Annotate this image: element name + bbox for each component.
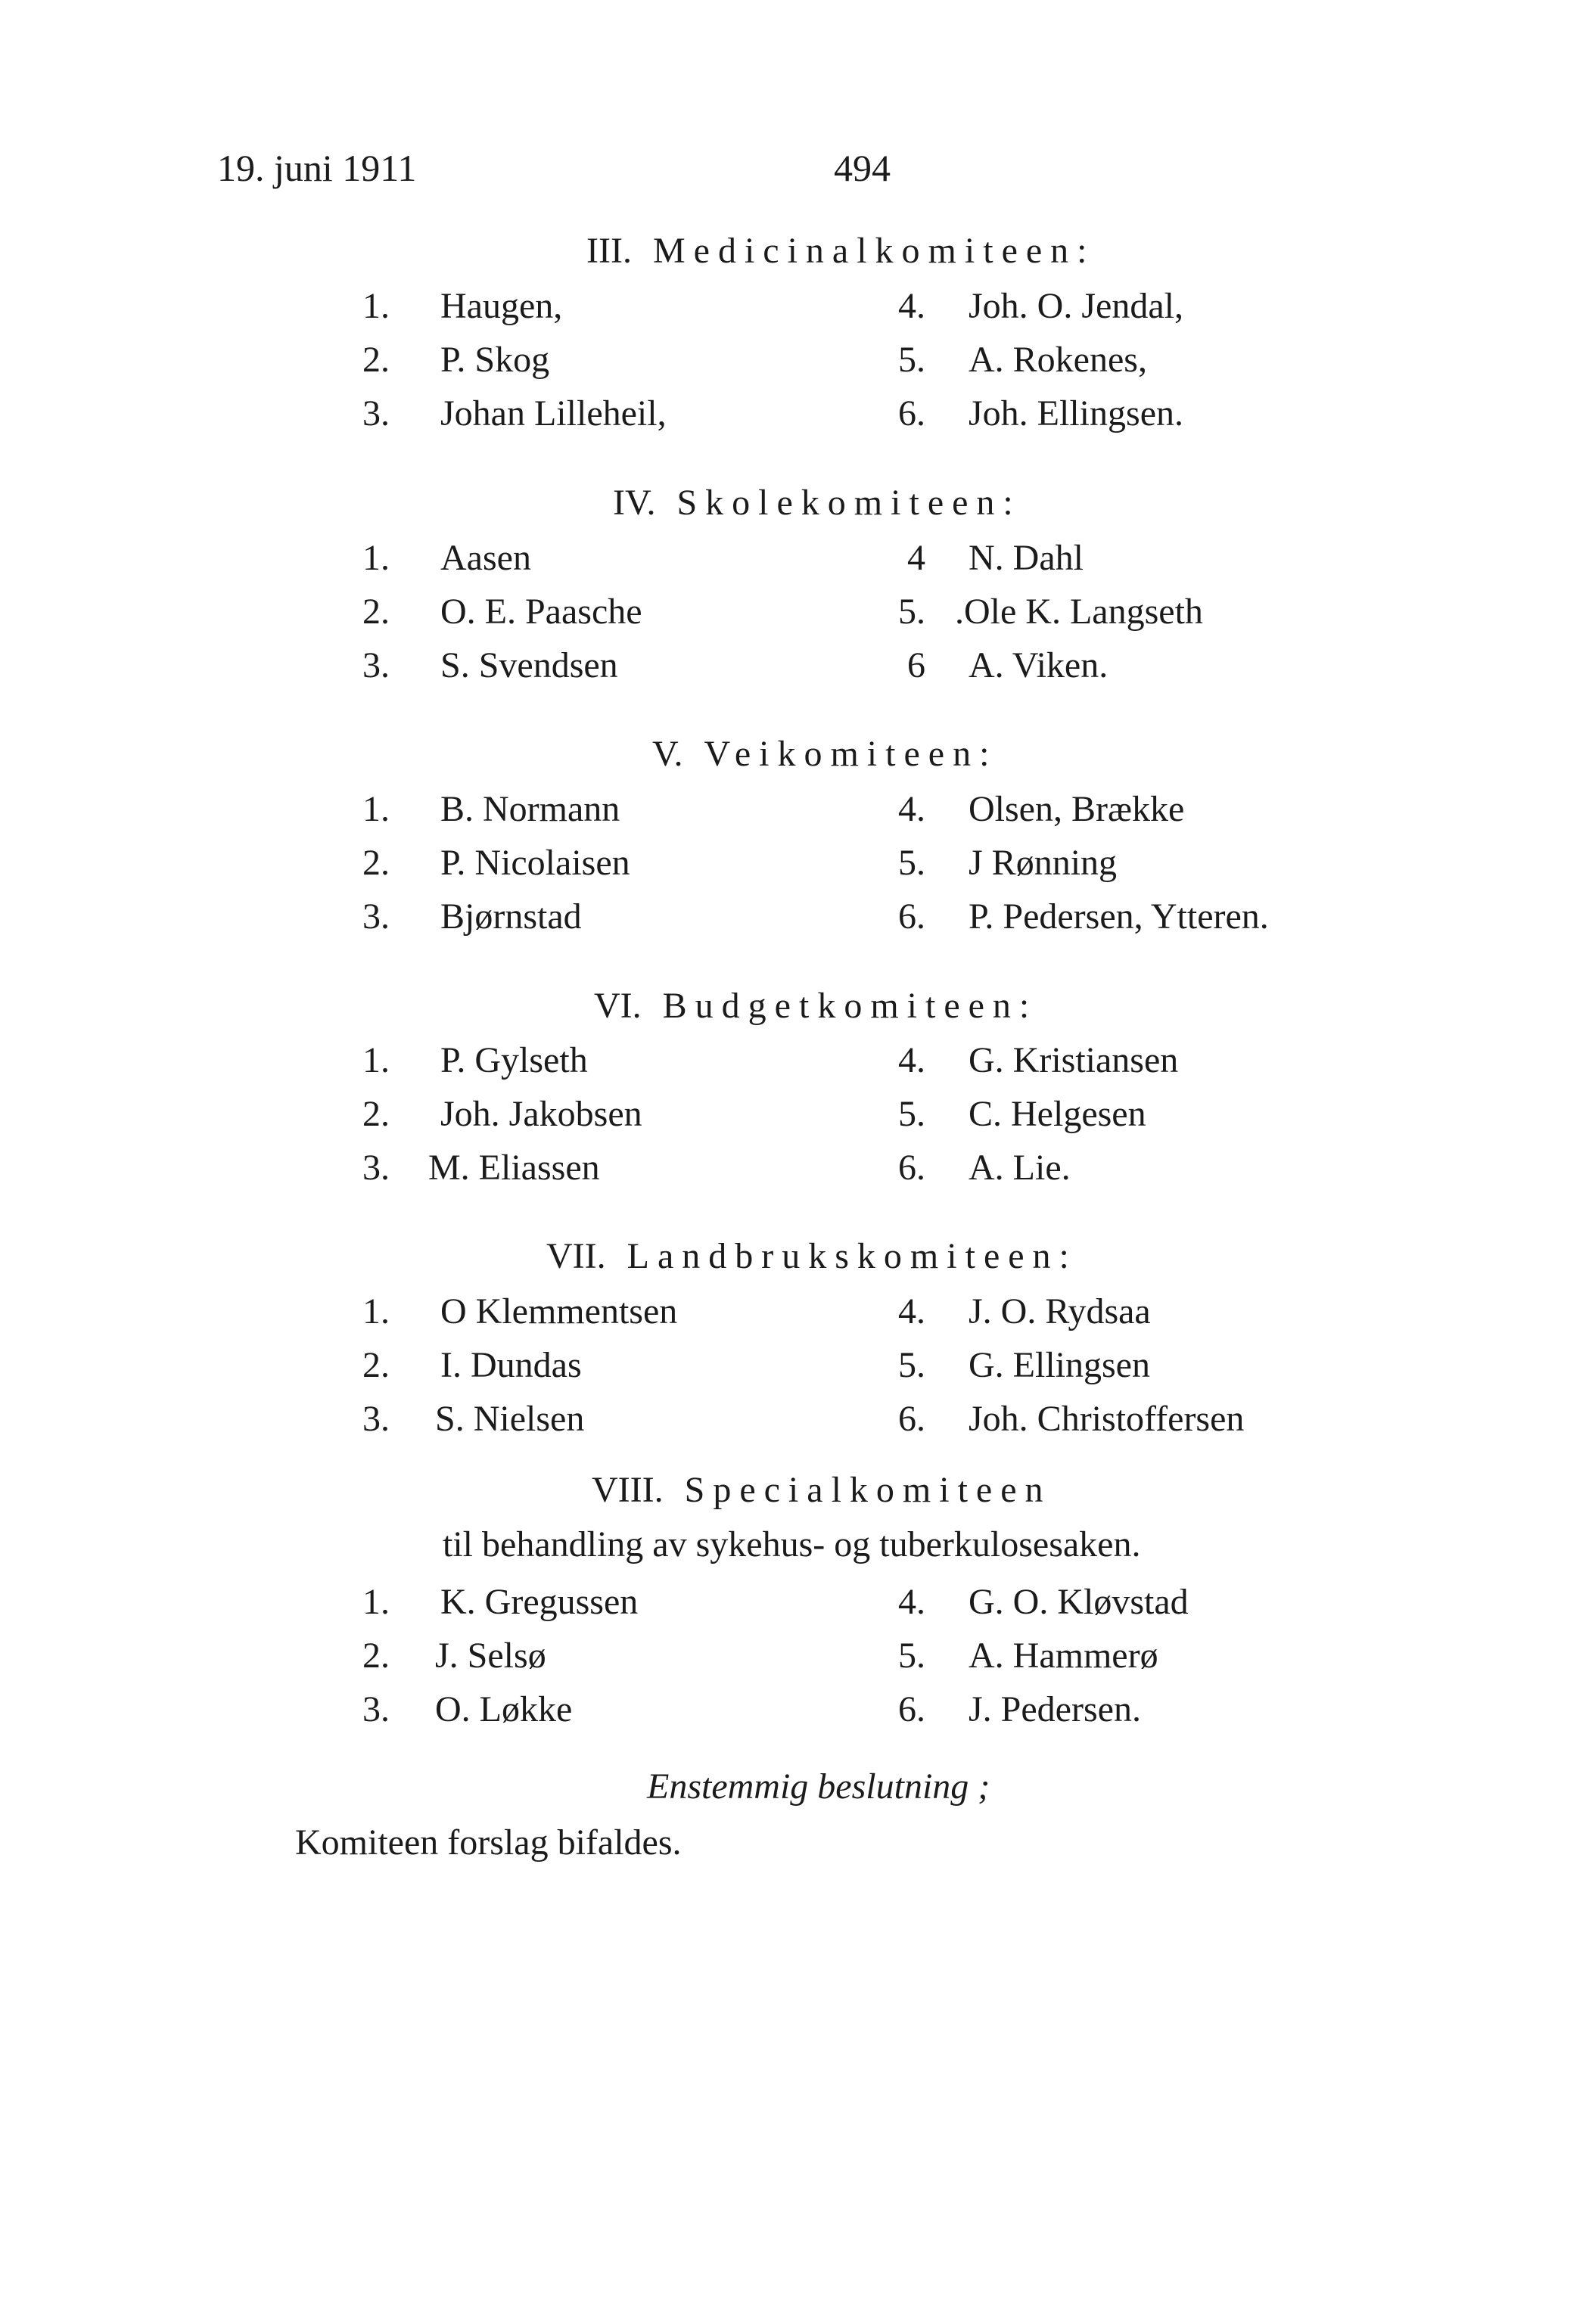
section-heading-viii: [592, 1469, 1052, 1511]
member-number: 5.: [898, 1094, 925, 1134]
member-number: 4.: [898, 1291, 925, 1331]
member-number: 1.: [362, 789, 390, 829]
member-number: 3.: [362, 645, 390, 685]
member-name: Joh. Christoffersen: [969, 1399, 1245, 1439]
member-number: 5.: [898, 1636, 925, 1676]
member-name: C. Helgesen: [969, 1094, 1146, 1134]
member-number: 6: [907, 645, 925, 685]
member-number: 2.: [362, 340, 390, 380]
member-name: J. Selsø: [435, 1636, 546, 1676]
member-number: 3.: [362, 1689, 390, 1729]
member-number: 3.: [362, 896, 390, 937]
decision-text: Komiteen forslag bifaldes.: [295, 1822, 682, 1863]
page-date: 19. juni 1911: [217, 147, 417, 189]
member-name: J. O. Rydsaa: [969, 1291, 1151, 1331]
member-number: 2.: [362, 1345, 390, 1385]
member-number: 1.: [362, 1582, 390, 1622]
member-number: 2.: [362, 843, 390, 883]
member-name: J. Pedersen.: [969, 1689, 1141, 1729]
section-subtitle: til behandling av sykehus- og tuberkulosesaken.: [443, 1524, 1141, 1564]
member-number: 1.: [362, 1040, 390, 1080]
member-number: 5.: [898, 592, 925, 632]
section-numeral: IV.: [613, 483, 656, 523]
member-name: P. Pedersen, Ytteren.: [969, 896, 1269, 937]
member-number: 3.: [362, 393, 390, 433]
member-number: 1.: [362, 1291, 390, 1331]
member-number: 4.: [898, 789, 925, 829]
member-number: 5.: [898, 843, 925, 883]
section-heading-iv: [613, 482, 1021, 524]
member-name: G. O. Kløvstad: [969, 1582, 1189, 1622]
section-title: Landbrukskomiteen:: [627, 1236, 1077, 1276]
member-number: 3.: [362, 1399, 390, 1439]
section-title: Veikomiteen:: [704, 734, 998, 774]
member-number: 1.: [362, 538, 390, 578]
member-number: 1.: [362, 286, 390, 326]
section-title: Specialkomiteen: [684, 1470, 1052, 1510]
member-name: A. Lie.: [969, 1148, 1071, 1188]
member-name: K. Gregussen: [440, 1582, 639, 1622]
member-number: 4: [907, 538, 925, 578]
member-number: 2.: [362, 592, 390, 632]
section-numeral: VI.: [594, 986, 642, 1026]
member-name: Olsen, Brække: [969, 789, 1185, 829]
member-number: 5.: [898, 1345, 925, 1385]
member-number: 6.: [898, 1689, 925, 1729]
member-number: 4.: [898, 286, 925, 326]
member-number: 4.: [898, 1040, 925, 1080]
section-numeral: III.: [586, 231, 632, 271]
member-number: 6.: [898, 393, 925, 433]
member-number: 6.: [898, 1148, 925, 1188]
member-name: G. Kristiansen: [969, 1040, 1179, 1080]
member-name: Johan Lilleheil,: [440, 393, 667, 433]
member-number: 2.: [362, 1636, 390, 1676]
member-name: Haugen,: [440, 286, 563, 326]
member-name: I. Dundas: [440, 1345, 582, 1385]
member-name: S. Svendsen: [440, 645, 618, 685]
section-numeral: VIII.: [592, 1470, 664, 1510]
member-name: O. Løkke: [435, 1689, 573, 1729]
section-title: Skolekomiteen:: [676, 483, 1021, 523]
section-heading-iii: [586, 230, 1096, 272]
member-name: Joh. Ellingsen.: [969, 393, 1183, 433]
member-number: 4.: [898, 1582, 925, 1622]
member-number: 2.: [362, 1094, 390, 1134]
decision-heading: Enstemmig beslutning ;: [647, 1766, 990, 1807]
section-heading-vi: [594, 985, 1037, 1027]
member-name: P. Gylseth: [440, 1040, 588, 1080]
member-name: B. Normann: [440, 789, 620, 829]
member-name: Aasen: [440, 538, 531, 578]
member-name: N. Dahl: [969, 538, 1084, 578]
member-name: J Rønning: [969, 843, 1118, 883]
member-number: 3.: [362, 1148, 390, 1188]
section-heading-v: [652, 733, 997, 775]
section-title: Budgetkomiteen:: [662, 986, 1038, 1026]
member-number: 6.: [898, 896, 925, 937]
member-name: O. E. Paasche: [440, 592, 642, 632]
member-name: O Klemmentsen: [440, 1291, 678, 1331]
section-title: Medicinalkomiteen:: [652, 231, 1096, 271]
member-name: G. Ellingsen: [969, 1345, 1150, 1385]
member-name: Joh. Jakobsen: [440, 1094, 642, 1134]
member-name: A. Hammerø: [969, 1636, 1158, 1676]
member-name: P. Skog: [440, 340, 550, 380]
member-number: 5.: [898, 340, 925, 380]
section-numeral: V.: [652, 734, 683, 774]
member-name: A. Viken.: [969, 645, 1108, 685]
member-name: Bjørnstad: [440, 896, 582, 937]
member-number: 6.: [898, 1399, 925, 1439]
member-name: P. Nicolaisen: [440, 843, 630, 883]
member-name: .Ole K. Langseth: [955, 592, 1203, 632]
member-name: Joh. O. Jendal,: [969, 286, 1183, 326]
member-name: S. Nielsen: [435, 1399, 585, 1439]
section-numeral: VII.: [546, 1236, 606, 1276]
member-name: M. Eliassen: [428, 1148, 600, 1188]
section-heading-vii: [546, 1235, 1077, 1277]
page-number: 494: [834, 147, 891, 189]
member-name: A. Rokenes,: [969, 340, 1147, 380]
